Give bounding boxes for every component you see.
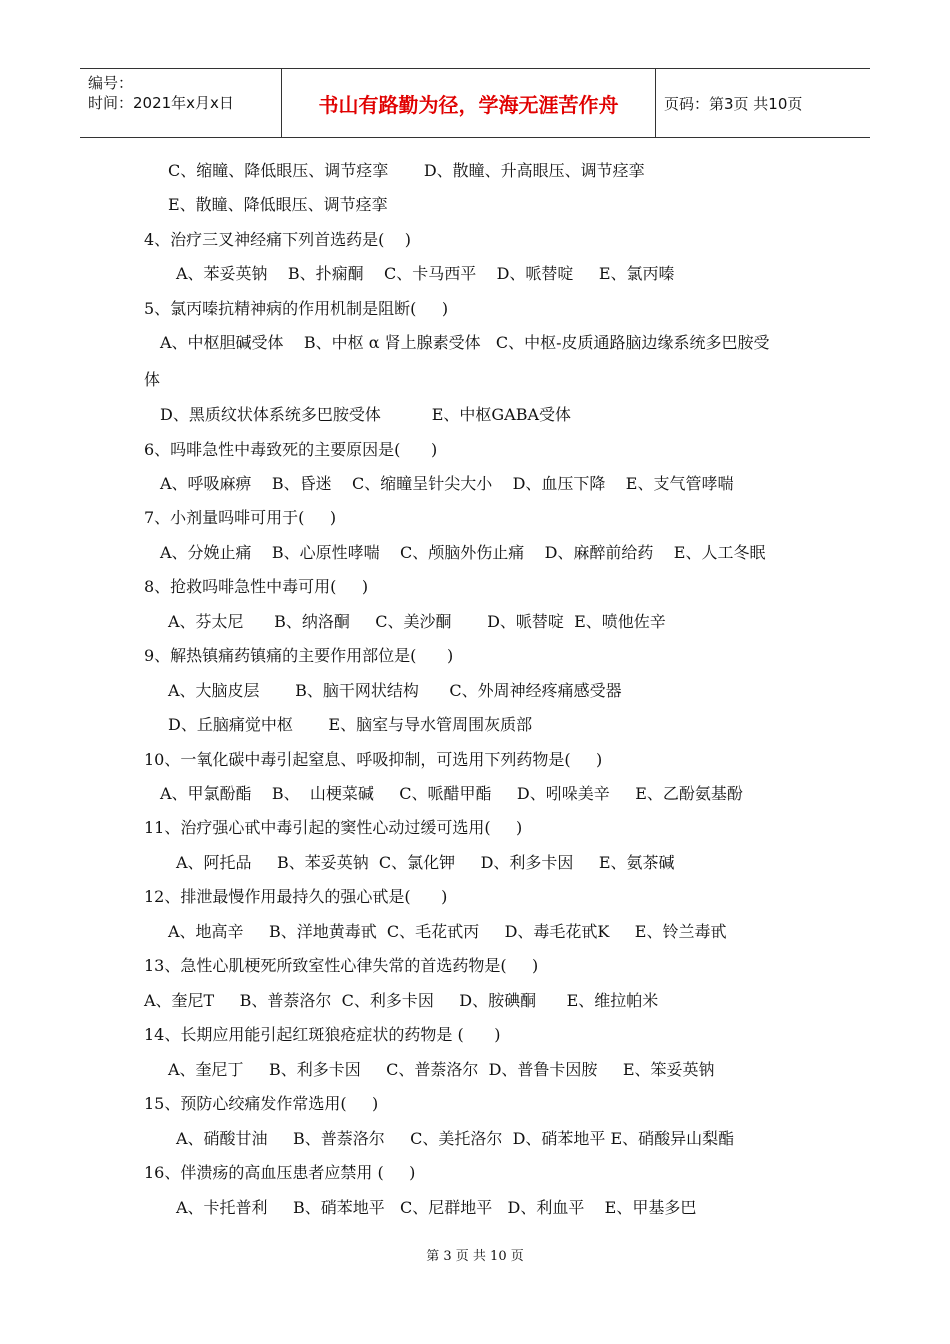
question-stem: 10、一氧化碳中毒引起窒息、呼吸抑制，可选用下列药物是( ) bbox=[144, 750, 603, 769]
question-option-line: C、缩瞳、降低眼压、调节痉挛 D、散瞳、升高眼压、调节痉挛 bbox=[168, 161, 645, 180]
question-stem: 11、治疗强心甙中毒引起的窦性心动过缓可选用( ) bbox=[144, 818, 523, 837]
question-option-line: A、硝酸甘油 B、普萘洛尔 C、美托洛尔 D、硝苯地平 E、硝酸异山梨酯 bbox=[176, 1129, 735, 1148]
question-option-line: A、地高辛 B、洋地黄毒甙 C、毛花甙丙 D、毒毛花甙K E、铃兰毒甙 bbox=[168, 922, 727, 941]
question-option-line: A、芬太尼 B、纳洛酮 C、美沙酮 D、哌替啶 E、喷他佐辛 bbox=[168, 612, 666, 631]
header-motto: 书山有路勤为径，学海无涯苦作舟 bbox=[282, 69, 656, 137]
question-option-line: A、呼吸麻痹 B、昏迷 C、缩瞳呈针尖大小 D、血压下降 E、支气管哮喘 bbox=[160, 474, 734, 493]
question-option-line: A、苯妥英钠 B、扑痫酮 C、卡马西平 D、哌替啶 E、氯丙嗪 bbox=[176, 264, 675, 283]
question-option-line: A、阿托品 B、苯妥英钠 C、氯化钾 D、利多卡因 E、氨茶碱 bbox=[176, 853, 675, 872]
question-stem: 8、抢救吗啡急性中毒可用( ) bbox=[144, 577, 369, 596]
question-stem: 12、排泄最慢作用最持久的强心甙是( ) bbox=[144, 887, 448, 906]
page-footer: 第 3 页 共 10 页 bbox=[426, 1249, 524, 1264]
question-stem: 14、长期应用能引起红斑狼疮症状的药物是 ( ) bbox=[144, 1025, 501, 1044]
question-option-line: A、中枢胆碱受体 B、中枢 α 肾上腺素受体 C、中枢-皮质通路脑边缘系统多巴胺受 bbox=[160, 333, 770, 352]
question-option-line: D、黑质纹状体系统多巴胺受体 E、中枢GABA受体 bbox=[160, 405, 572, 424]
question-stem: 9、解热镇痛药镇痛的主要作用部位是( ) bbox=[144, 646, 454, 665]
question-stem: 15、预防心绞痛发作常选用( ) bbox=[144, 1094, 379, 1113]
question-stem: 16、伴溃疡的高血压患者应禁用 ( ) bbox=[144, 1163, 416, 1182]
question-option-line: 体 bbox=[144, 370, 161, 389]
page-header bbox=[80, 68, 870, 138]
header-meta-cell bbox=[80, 69, 282, 137]
document-date-label: 时间：2021年x月x日 bbox=[88, 94, 234, 112]
question-stem: 5、氯丙嗪抗精神病的作用机制是阻断( ) bbox=[144, 299, 449, 318]
question-option-line: A、卡托普利 B、硝苯地平 C、尼群地平 D、利血平 E、甲基多巴 bbox=[176, 1198, 697, 1217]
question-option-line: A、分娩止痛 B、心原性哮喘 C、颅脑外伤止痛 D、麻醉前给药 E、人工冬眠 bbox=[160, 543, 766, 562]
question-option-line: A、大脑皮层 B、脑干网状结构 C、外周神经疼痛感受器 bbox=[168, 681, 622, 700]
question-stem: 13、急性心肌梗死所致室性心律失常的首选药物是( ) bbox=[144, 956, 539, 975]
question-option-line: E、散瞳、降低眼压、调节痉挛 bbox=[168, 195, 388, 214]
document-number-label: 编号： bbox=[88, 74, 134, 92]
question-option-line: A、奎尼T B、普萘洛尔 C、利多卡因 D、胺碘酮 E、维拉帕米 bbox=[144, 991, 659, 1010]
question-stem: 4、治疗三叉神经痛下列首选药是( ) bbox=[144, 230, 412, 249]
question-option-line: D、丘脑痛觉中枢 E、脑室与导水管周围灰质部 bbox=[168, 715, 533, 734]
question-option-line: A、奎尼丁 B、利多卡因 C、普萘洛尔 D、普鲁卡因胺 E、笨妥英钠 bbox=[168, 1060, 715, 1079]
header-page-code: 页码：第3页 共10页 bbox=[664, 94, 803, 113]
question-stem: 6、吗啡急性中毒致死的主要原因是( ) bbox=[144, 440, 438, 459]
question-option-line: A、甲氯酚酯 B、 山梗菜碱 C、哌醋甲酯 D、吲哚美辛 E、乙酚氨基酚 bbox=[160, 784, 743, 803]
question-stem: 7、小剂量吗啡可用于( ) bbox=[144, 508, 337, 527]
